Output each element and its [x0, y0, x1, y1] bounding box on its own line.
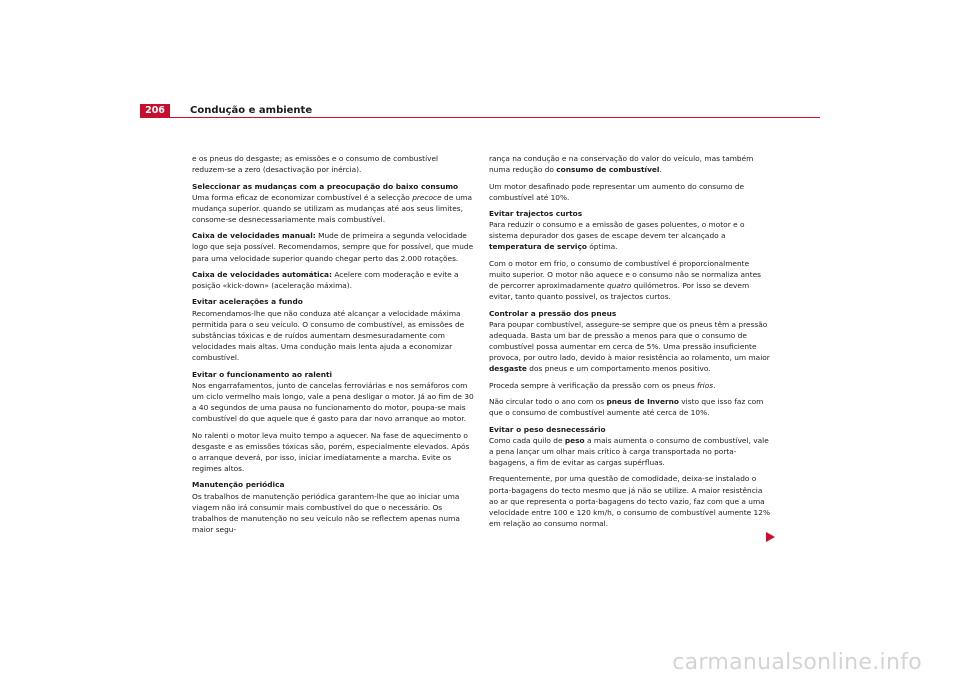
paragraph: Uma forma eficaz de economizar combustível é a selecção precoce de uma mudança superior. quando se utilizam as mudanças até aos seus limites, consome-se desnecessariamente mais combustível.	[192, 192, 473, 224]
paragraph: rança na condução e na conservação do valor do veículo, mas também numa redução do consumo de combustível.	[489, 154, 754, 175]
paragraph: Os trabalhos de manutenção periódica garantem-lhe que ao iniciar uma viagem não irá consumir mais combustível do que o necessário. Os trabalhos de manutenção no seu veículo não se reflectem apenas numa maior segu-	[192, 491, 460, 534]
paragraph: Para reduzir o consumo e a emissão de gases poluentes, o motor e o sistema depurador dos gases de escape devem ter alcançado a temperatura de serviço óptima.	[489, 220, 745, 252]
section-heading: Manutenção periódica	[192, 480, 285, 490]
section-heading: Controlar a pressão dos pneus	[489, 308, 617, 318]
watermark-text: carmanualsonline.info	[672, 650, 922, 675]
section-heading: Seleccionar as mudanças com a preocupação do baixo consumo	[192, 181, 459, 191]
page-number: 206	[140, 104, 170, 118]
section-heading: Evitar acelerações a fundo	[192, 297, 303, 307]
paragraph: Não circular todo o ano com os pneus de Inverno visto que isso faz com que o consumo de combustível aumente até cerca de 10%.	[489, 397, 764, 418]
section-heading: Evitar trajectos curtos	[489, 209, 583, 218]
watermark	[0, 648, 960, 678]
paragraph: Um motor desafinado pode representar um aumento do consumo de combustível até 10%.	[489, 181, 745, 202]
paragraph: Recomendamos-lhe que não conduza até alcançar a velocidade máxima permitida para o seu veículo. O consumo de combustível, as emissões de substâncias tóxicas e de ruídos aumentam desmesuradamente com velocidades mais altas. Uma condução mais lenta ajuda a economizar combustível.	[192, 308, 465, 363]
paragraph: Para poupar combustível, assegure-se sempre que os pneus têm a pressão adequada. Basta um bar de pressão a menos para que o consumo de combustível possa aumentar em cerca de 5%. Uma pressão insuficiente provoca, por outro lado, devido à maior resistência ao rolamento, um maior desgaste dos pneus e um comportamento menos positivo.	[489, 319, 770, 374]
paragraph: e os pneus do desgaste; as emissões e o consumo de combustível reduzem-se a zero (desactivação por inércia).	[192, 154, 439, 175]
page-title: Condução e ambiente	[190, 105, 313, 116]
section-heading: Evitar o peso desnecessário	[489, 424, 606, 434]
paragraph: Frequentemente, por uma questão de comodidade, deixa-se instalado o porta-bagagens do tecto mesmo que já não se utilize. A maior resistência ao ar que representa o porta-bagagens do tecto vazio, faz com que a uma velocidade entre 100 e 120 km/h, o consumo de combustível aumente 12% em relação ao consumo normal.	[489, 474, 770, 529]
paragraph: Como cada quilo de peso a mais aumenta o consumo de combustível, vale a pena lançar um olhar mais crítico à carga transportada no porta-bagagens, a fim de evitar as cargas supérfluas.	[489, 435, 769, 468]
section-heading: Evitar o funcionamento ao ralenti	[192, 369, 333, 379]
next-page-arrow-icon	[766, 532, 775, 542]
left-column	[192, 153, 474, 540]
paragraph: Com o motor em frio, o consumo de combustível é proporcionalmente muito superior. O motor não aquece e o consumo não se normaliza antes de percorrer aproximadamente quatro quilómetros. Por isso se devem evitar, tanto quanto possível, os trajectos curtos.	[489, 258, 762, 302]
paragraph: Nos engarrafamentos, junto de cancelas ferroviárias e nos semáforos com um ciclo vermelho mais longo, vale a pena desligar o motor. Já ao fim de 30 a 40 segundos de uma pausa no funcionamento do motor, poupa-se mais combustível do que aquele que é gasto para dar novo arranque ao motor.	[192, 380, 474, 424]
paragraph: Proceda sempre à verificação da pressão com os pneus frios.	[489, 380, 716, 390]
paragraph: Caixa de velocidades manual: Mude de primeira a segunda velocidade logo que seja possível. Recomendamos, sempre que for possível, que mude para uma velocidade superior quando chegar perto das 2.000 rotações.	[192, 231, 474, 263]
right-column	[489, 153, 771, 534]
paragraph: No ralenti o motor leva muito tempo a aquecer. Na fase de aquecimento o desgaste e as emissões tóxicas são, porém, especialmente elevados. Após o arranque deverá, por isso, iniciar imediatamente a marcha. Evite os regimes altos.	[192, 430, 470, 474]
paragraph: Caixa de velocidades automática: Acelere com moderação e evite a posição «kick-down» (aceleração máxima).	[192, 269, 459, 291]
